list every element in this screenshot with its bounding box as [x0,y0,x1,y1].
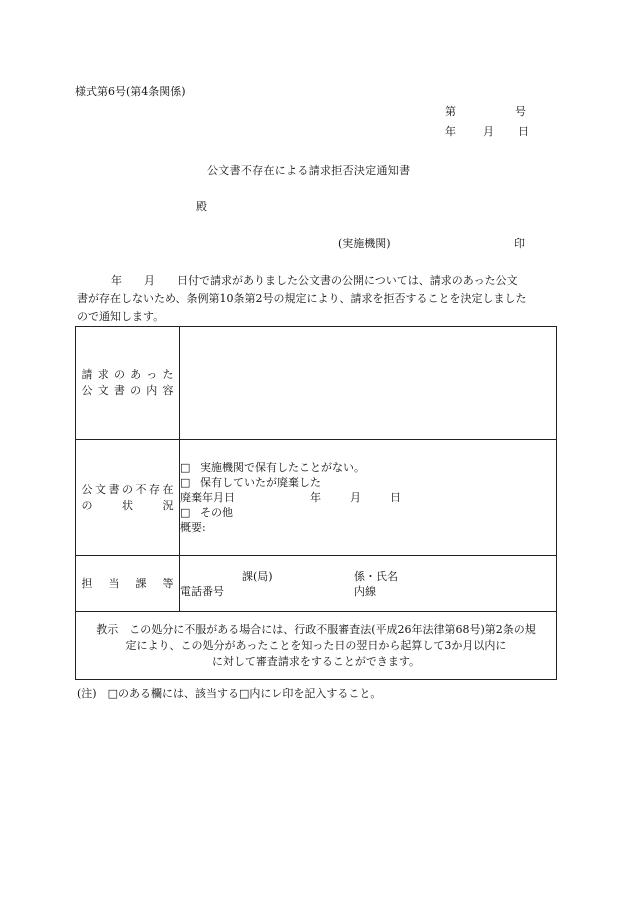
appeal-notice [76,612,557,680]
nonexistence-status-label-b: の 状 況 [81,498,174,512]
row-notice [76,612,557,680]
checkbox-disposed[interactable]: □ [180,476,191,489]
option-never-held[interactable] [180,460,556,475]
form-number: 様式第6号(第4条関係) [75,85,186,98]
option-other-text: その他 [200,506,233,519]
person-label: 係・氏名 [354,569,398,583]
request-content-label-b: 公文書の内容 [81,384,174,397]
body-line-2: 書が存在しないため、条例第10条第2号の規定により、請求を拒否することを決定しました [77,292,527,305]
date-year: 年 [445,125,456,138]
other-summary-label: 概要: [180,521,206,534]
row-department [76,556,557,612]
checkbox-never-held[interactable]: □ [180,461,191,474]
phone-label: 電話番号 [180,584,224,598]
request-content-label-a: 請求のあった [81,368,174,381]
nonexistence-status-label [76,440,180,556]
document-number-line [445,106,526,117]
doc-no-go: 号 [515,105,526,118]
appeal-notice-line-1: 教示 この処分に不服がある場合には、行政不服審査法(平成26年法律第68号)第2条の規 [96,622,536,636]
doc-no-dai: 第 [445,105,456,118]
addressee: 殿 [196,200,207,213]
department-field [180,556,557,612]
disposal-year: 年 [310,491,321,504]
option-disposed-text: 保有していたが廃棄した [200,476,321,489]
disposal-month: 月 [350,491,361,504]
option-other[interactable] [180,505,556,520]
seal-mark: 印 [514,237,525,250]
option-never-held-text: 実施機関で保有したことがない。 [200,461,365,474]
row-nonexistence-status [76,440,557,556]
row-request-content [76,327,557,440]
disposal-day: 日 [390,491,401,504]
department-label: 担当課等 [81,576,174,590]
body-text [77,272,557,326]
date-line [445,126,529,137]
disposal-date-label: 廃棄年月日 [180,491,235,504]
appeal-notice-line-2: 定により、この処分があったことを知った日の翌日から起算して3か月以内に [125,638,507,652]
date-day: 日 [518,125,529,138]
department-label-cell [76,556,180,612]
document-title: 公文書不存在による請求拒否決定通知書 [207,164,411,177]
implementing-agency-label: (実施機関) [338,237,391,250]
department-line-2 [180,584,556,599]
notice-table [75,326,557,680]
option-disposed[interactable] [180,475,556,490]
extension-label: 内線 [354,584,376,598]
date-month: 月 [483,125,494,138]
request-content-field[interactable] [180,327,557,440]
nonexistence-status-label-a: 公文書の不存在 [81,482,174,496]
body-line-1: 年 月 日付で請求がありました公文書の公開については、請求のあった公文 [111,274,518,287]
disposal-date-line [180,490,556,505]
request-content-label [76,327,180,440]
body-line-3: ので通知します。 [77,310,165,323]
bureau-label: 課(局) [242,569,273,583]
department-line-1 [180,569,556,584]
nonexistence-status-options [180,440,557,556]
appeal-notice-line-3: に対して審査請求をすることができます。 [211,654,421,668]
footnote: (注) □のある欄には、該当する□内にレ印を記入すること。 [77,687,382,700]
checkbox-other[interactable]: □ [180,506,191,519]
